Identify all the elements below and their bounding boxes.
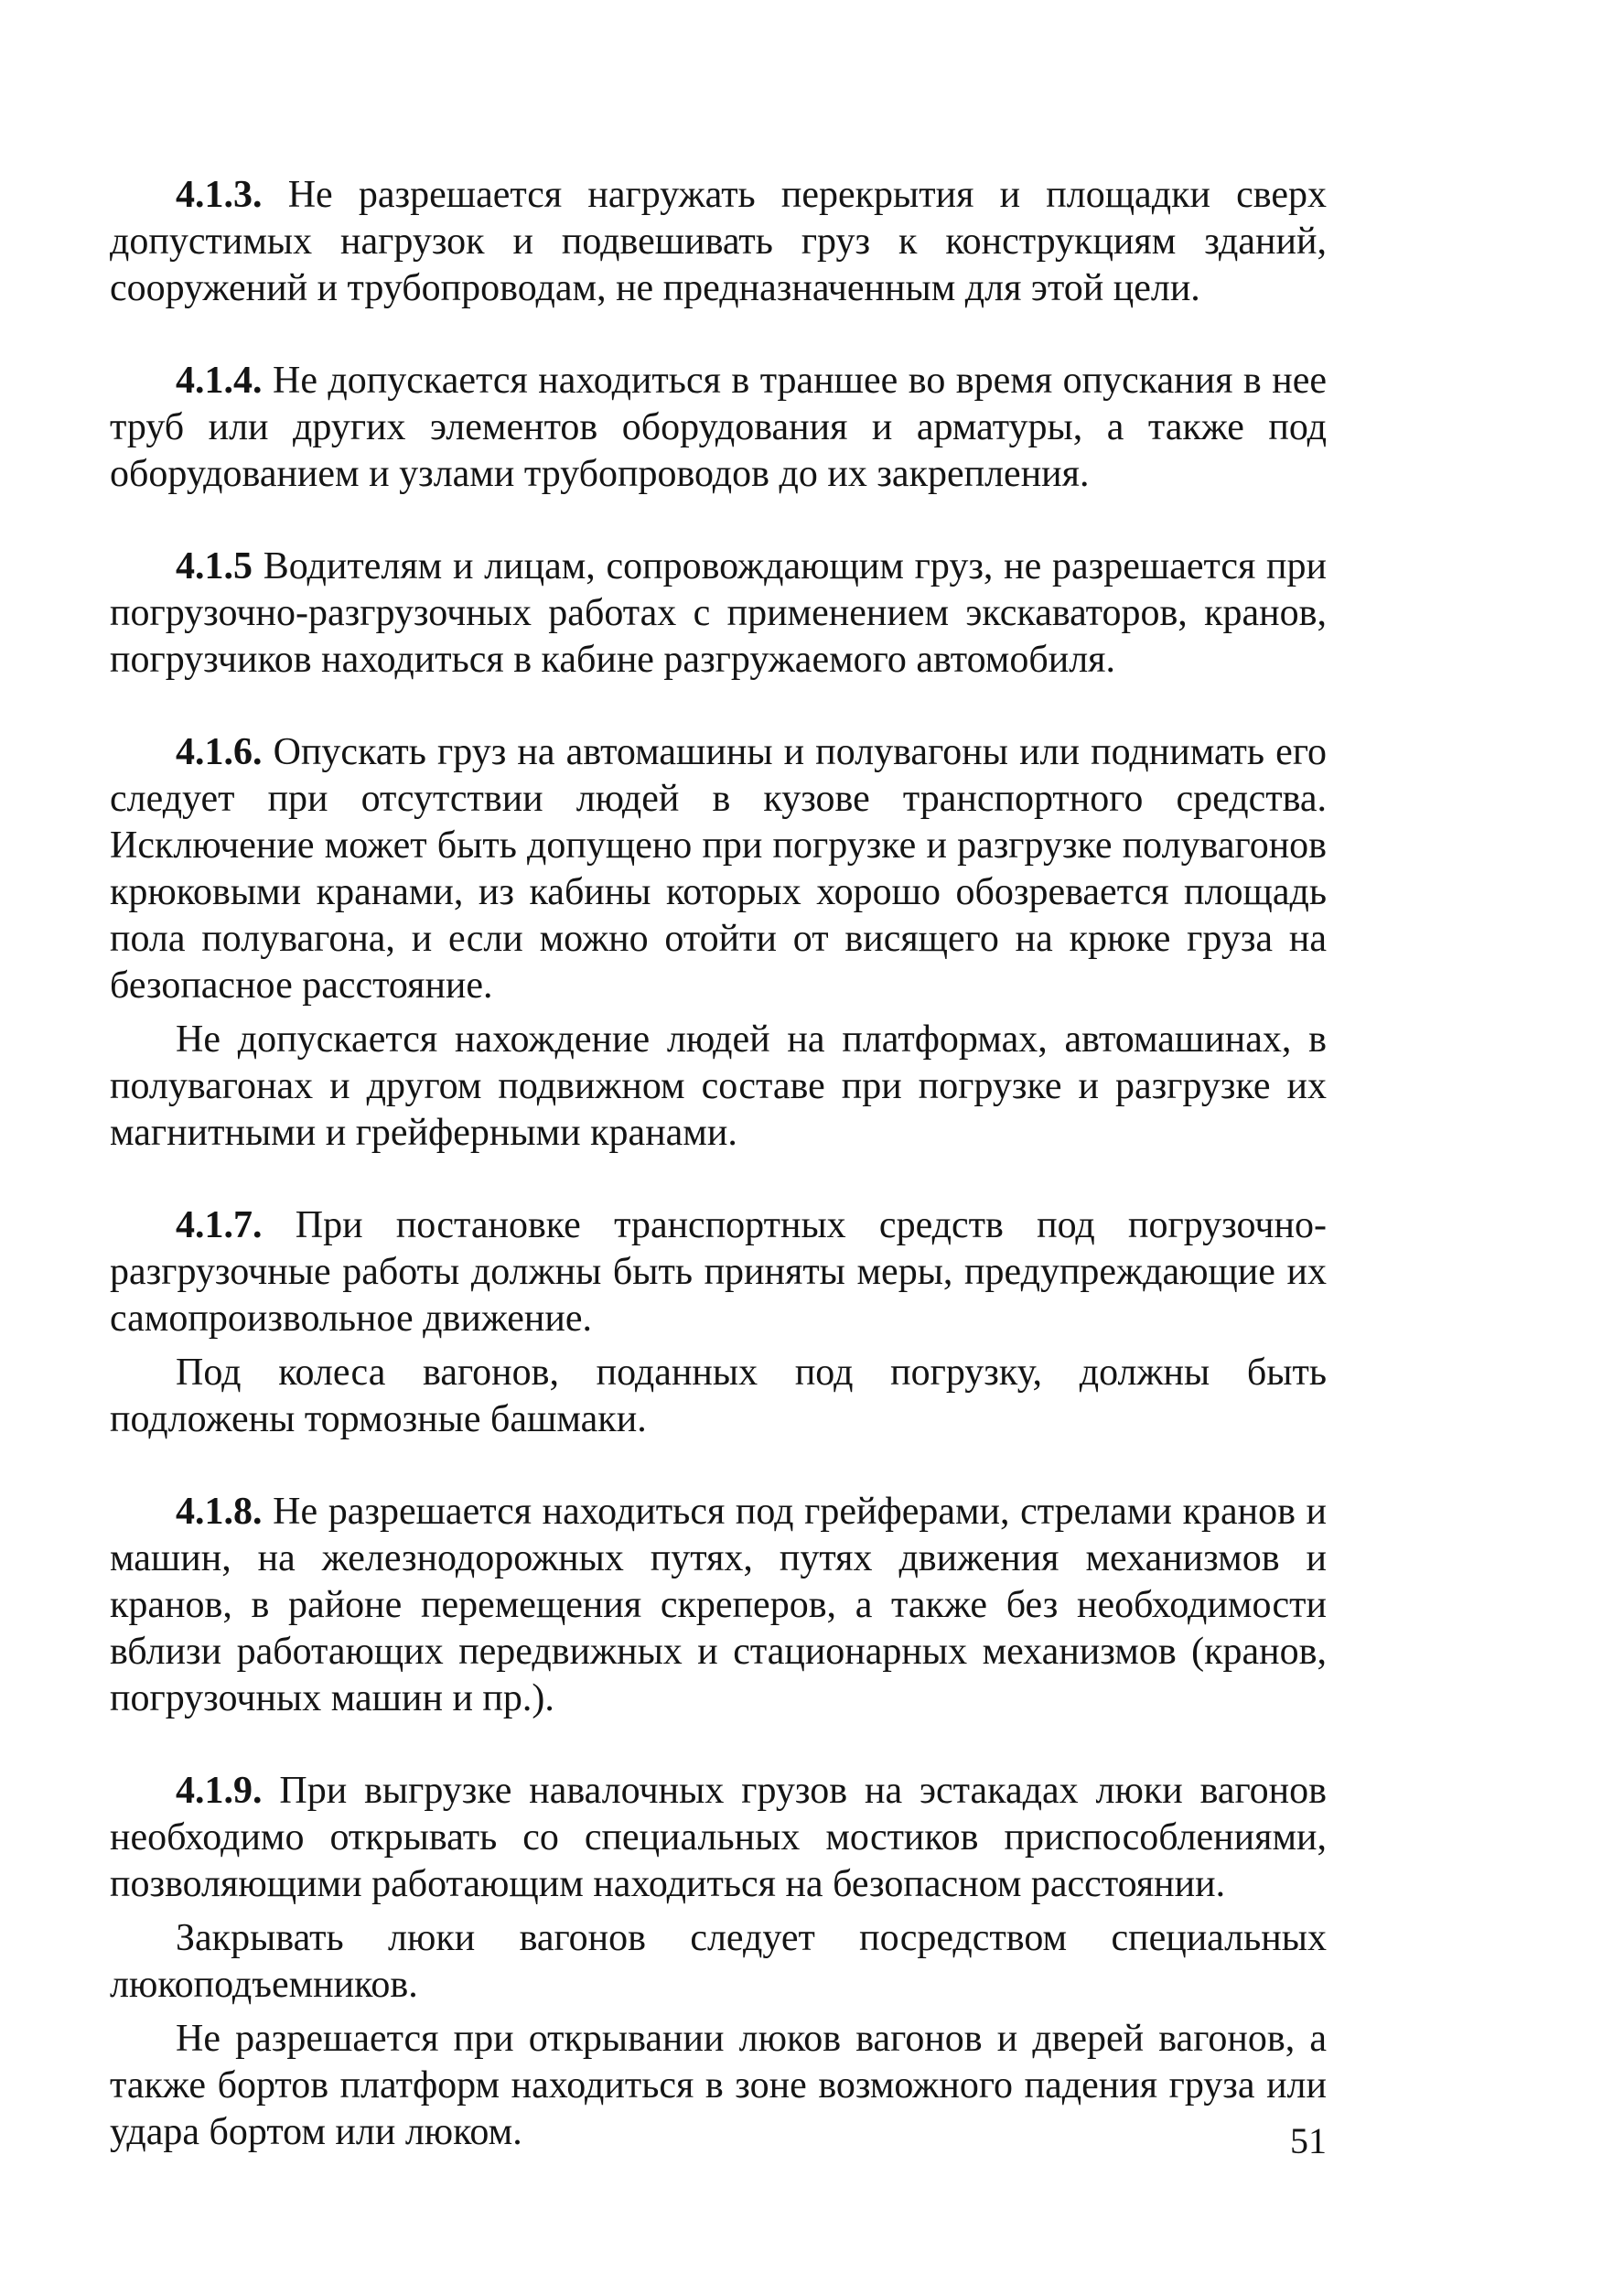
section-4-1-8 <box>110 1489 1327 1722</box>
section-4-1-6 <box>110 729 1327 1157</box>
paragraph <box>110 1350 1327 1443</box>
clause-number: 4.1.8. <box>176 1491 263 1533</box>
clause-text: Не разрешается нагружать перекрытия и площадки сверх допустимых нагрузок и подвешивать груз к конструкциям зданий, сооружений и трубопроводам, не предназначенным для этой цели. <box>110 174 1328 309</box>
clause-text: Не разрешается при открывании люков вагонов и дверей вагонов, а также бортов платформ находиться в зоне возможного падения груза или удара бортом или люком. <box>110 2018 1327 2153</box>
clause-text: Под колеса вагонов, поданных под погрузку, должны быть подложены тормозные башмаки. <box>110 1352 1327 1440</box>
clause-number: 4.1.7. <box>176 1204 263 1246</box>
clause-number: 4.1.4. <box>176 360 263 402</box>
paragraph <box>110 172 1327 312</box>
section-4-1-4 <box>110 358 1327 498</box>
clause-text: При выгрузке навалочных грузов на эстакадах люки вагонов необходимо открывать со специальных мостиков приспособлениями, позволяющими работающим находиться на безопасном расстоянии. <box>110 1770 1327 1905</box>
clause-number: 4.1.5 <box>176 545 253 587</box>
section-4-1-5 <box>110 544 1327 684</box>
paragraph <box>110 358 1327 498</box>
section-4-1-9 <box>110 1768 1327 2156</box>
clause-text: При постановке транспортных средств под погрузочно-разгрузочные работы должны быть приняты меры, предупреждающие их самопроизвольное движение. <box>110 1204 1327 1340</box>
document-page <box>110 172 1327 2202</box>
paragraph <box>110 544 1327 684</box>
paragraph <box>110 1202 1327 1342</box>
section-4-1-3 <box>110 172 1327 312</box>
page-number: 51 <box>1290 2120 1327 2161</box>
clause-number: 4.1.3. <box>176 174 263 216</box>
clause-number: 4.1.9. <box>176 1770 263 1812</box>
paragraph <box>110 2016 1327 2156</box>
paragraph <box>110 1915 1327 2009</box>
paragraph <box>110 1489 1327 1722</box>
clause-text: Не допускается находиться в траншее во время опускания в нее труб или других элементов оборудования и арматуры, а также под оборудованием и узлами трубопроводов до их закрепления. <box>110 360 1327 495</box>
paragraph <box>110 1768 1327 1908</box>
clause-text: Закрывать люки вагонов следует посредством специальных люкоподъемников. <box>110 1917 1327 2006</box>
section-4-1-7 <box>110 1202 1327 1443</box>
clause-number: 4.1.6. <box>176 731 263 773</box>
paragraph <box>110 729 1327 1009</box>
clause-text: Опускать груз на автомашины и полувагоны или поднимать его следует при отсутствии людей в кузове транспортного средства. Исключение может быть допущено при погрузке и разгрузке полувагонов крюковыми кранами, из кабины которых хорошо обозревается площадь пола полувагона, и если можно отойти от висящего на крюке груза на безопасное расстояние. <box>110 731 1327 1007</box>
clause-text: Водителям и лицам, сопровождающим груз, не разрешается при погрузочно-разгрузочных работах с применением экскаваторов, кранов, погрузчиков находиться в кабине разгружаемого автомобиля. <box>110 545 1328 681</box>
clause-text: Не допускается нахождение людей на платформах, автомашинах, в полувагонах и другом подвижном составе при погрузке и разгрузке их магнитными и грейферными кранами. <box>110 1018 1327 1154</box>
clause-text: Не разрешается находиться под грейферами, стрелами кранов и машин, на железнодорожных путях, путях движения механизмов и кранов, в районе перемещения скреперов, а также без необходимости вблизи работающих передвижных и стационарных механизмов (кранов, погрузочных машин и пр.). <box>110 1491 1328 1719</box>
paragraph <box>110 1017 1327 1157</box>
